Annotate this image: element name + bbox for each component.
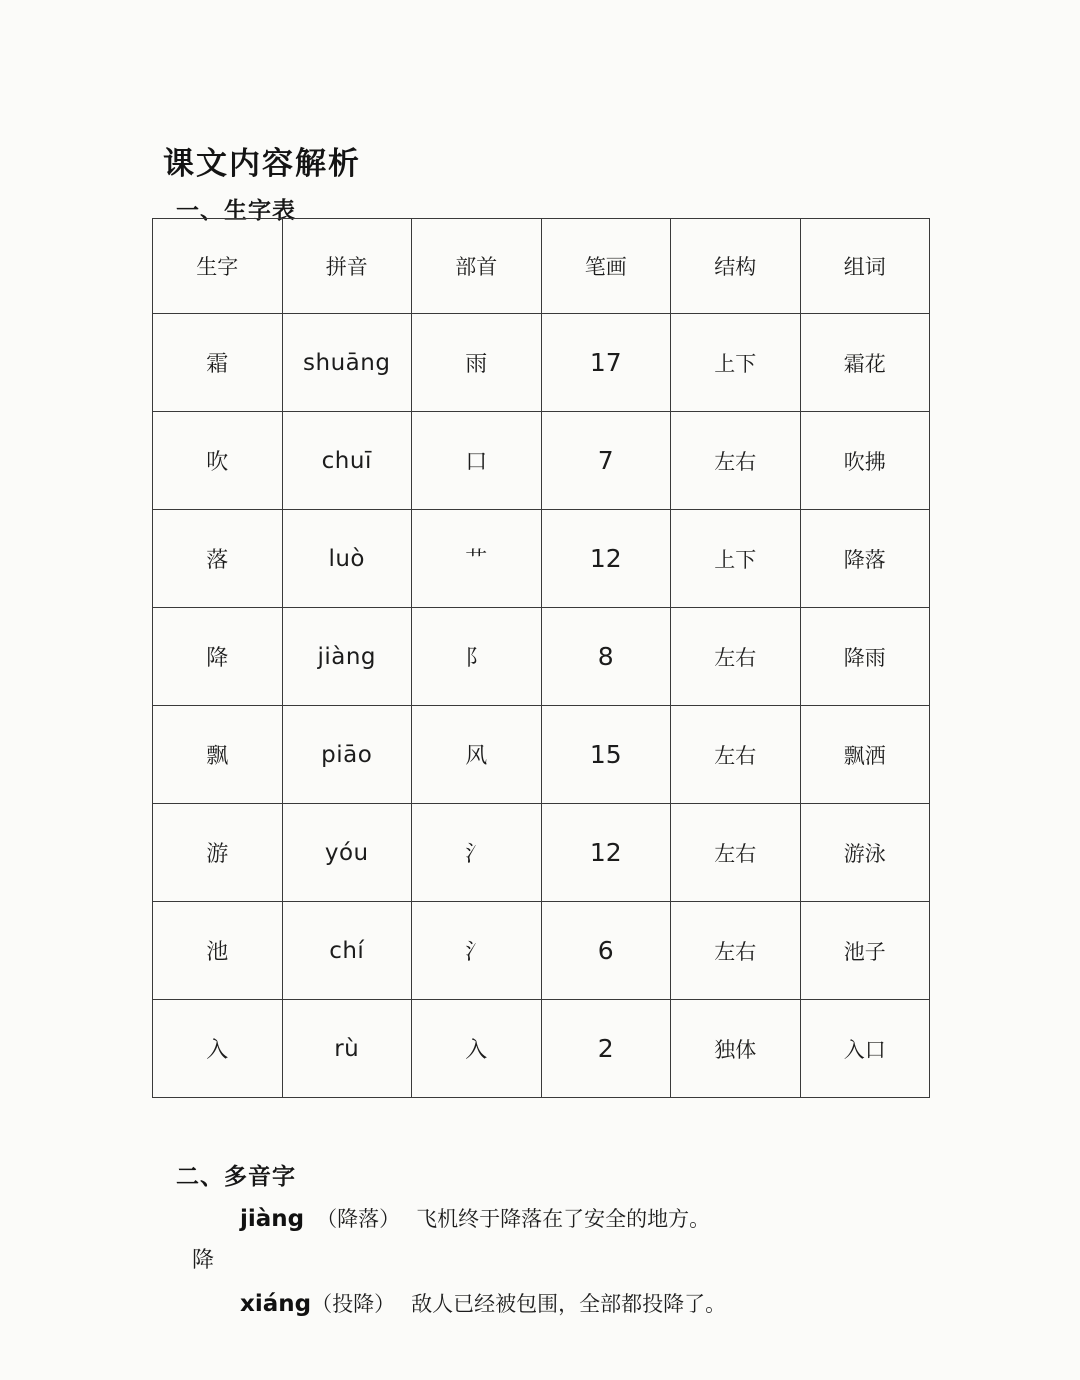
table-cell-word: 飘洒 (800, 706, 930, 804)
table-cell-strokes: 2 (541, 1000, 671, 1098)
table-cell-character: 游 (153, 804, 283, 902)
table-cell-pinyin: piāo (282, 706, 412, 804)
table-row (153, 510, 930, 608)
column-header-structure: 结构 (671, 219, 801, 314)
table-cell-pinyin: shuāng (282, 314, 412, 412)
table-cell-strokes: 12 (541, 510, 671, 608)
table-cell-structure: 左右 (671, 608, 801, 706)
table-cell-structure: 独体 (671, 1000, 801, 1098)
column-header-word: 组词 (800, 219, 930, 314)
table-cell-word: 降雨 (800, 608, 930, 706)
new-character-table (152, 218, 930, 1098)
table-cell-strokes: 12 (541, 804, 671, 902)
table-row (153, 608, 930, 706)
table-row (153, 804, 930, 902)
table-row (153, 902, 930, 1000)
table-cell-strokes: 17 (541, 314, 671, 412)
polyphone-entry (240, 1288, 726, 1318)
table-cell-structure: 左右 (671, 412, 801, 510)
table-cell-character: 吹 (153, 412, 283, 510)
table-cell-radical: 阝 (412, 608, 542, 706)
table-cell-strokes: 15 (541, 706, 671, 804)
table-row (153, 412, 930, 510)
table-cell-pinyin: chí (282, 902, 412, 1000)
column-header-radical: 部首 (412, 219, 542, 314)
page-title: 课文内容解析 (163, 146, 361, 181)
polyphone-entry (240, 1203, 710, 1233)
polyphone-example-sentence: 飞机终于降落在了安全的地方。 (416, 1207, 711, 1231)
column-header-strokes: 笔画 (541, 219, 671, 314)
table-cell-character: 池 (153, 902, 283, 1000)
table-cell-strokes: 8 (541, 608, 671, 706)
table-cell-strokes: 6 (541, 902, 671, 1000)
table-row (153, 314, 930, 412)
table-cell-word: 池子 (800, 902, 930, 1000)
table-cell-radical: 入 (412, 1000, 542, 1098)
table-cell-radical: 雨 (412, 314, 542, 412)
table-cell-structure: 左右 (671, 902, 801, 1000)
table-cell-pinyin: chuī (282, 412, 412, 510)
table-cell-radical: 氵 (412, 902, 542, 1000)
table-cell-word: 入口 (800, 1000, 930, 1098)
table-cell-structure: 上下 (671, 510, 801, 608)
table-row (153, 1000, 930, 1098)
table-cell-radical: 氵 (412, 804, 542, 902)
table-cell-character: 降 (153, 608, 283, 706)
table-cell-character: 入 (153, 1000, 283, 1098)
table-header-row (153, 219, 930, 314)
polyphone-example-word: （投降） (311, 1292, 396, 1316)
table-cell-radical: 风 (412, 706, 542, 804)
table-cell-word: 降落 (800, 510, 930, 608)
polyphone-pinyin: jiàng (240, 1206, 305, 1232)
polyphone-pinyin: xiáng (240, 1291, 312, 1317)
table-cell-pinyin: jiàng (282, 608, 412, 706)
polyphone-example-word: （降落） (316, 1207, 401, 1231)
table-cell-character: 飘 (153, 706, 283, 804)
table-cell-character: 霜 (153, 314, 283, 412)
table-cell-word: 游泳 (800, 804, 930, 902)
polyphone-base-character: 降 (192, 1247, 215, 1272)
table-cell-strokes: 7 (541, 412, 671, 510)
table-row (153, 706, 930, 804)
table-cell-structure: 左右 (671, 804, 801, 902)
column-header-pinyin: 拼音 (282, 219, 412, 314)
section-heading-word-table: 一、生字表 (176, 198, 296, 223)
table-cell-pinyin: luò (282, 510, 412, 608)
table-cell-word: 吹拂 (800, 412, 930, 510)
polyphone-example-sentence: 敌人已经被包围，全部都投降了。 (411, 1292, 727, 1316)
section-heading-polyphone: 二、多音字 (176, 1164, 296, 1189)
table-cell-word: 霜花 (800, 314, 930, 412)
table-cell-pinyin: rù (282, 1000, 412, 1098)
table-cell-radical: 艹 (412, 510, 542, 608)
table-cell-structure: 左右 (671, 706, 801, 804)
table-cell-radical: 口 (412, 412, 542, 510)
table-cell-character: 落 (153, 510, 283, 608)
table-cell-pinyin: yóu (282, 804, 412, 902)
table-cell-structure: 上下 (671, 314, 801, 412)
column-header-character: 生字 (153, 219, 283, 314)
